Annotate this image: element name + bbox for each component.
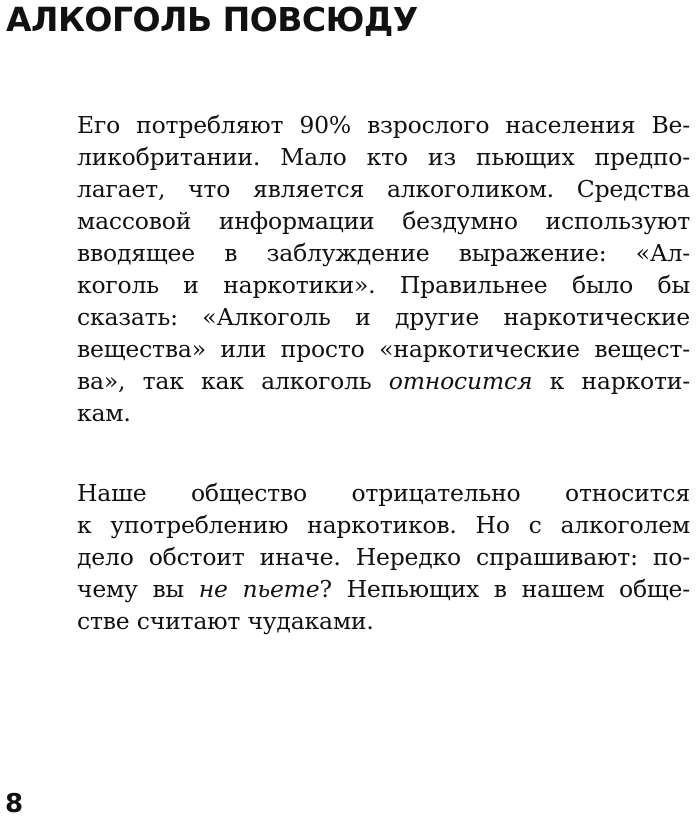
paragraph-1-line-5: вводящее в заблуждение выражение: «Ал- — [77, 239, 690, 267]
paragraph-1-line-3: лагает, что является алкоголиком. Средства — [77, 175, 690, 203]
paragraph-1-line-8: вещества» или просто «наркотические вещест- — [77, 335, 690, 363]
paragraph-1-line-6: коголь и наркотики». Правильнее было бы — [77, 271, 690, 299]
paragraph-2-line-2: к употреблению наркотиков. Но с алкоголем — [77, 511, 690, 539]
paragraph-2-line-4: чему вы не пьете? Непьющих в нашем обще- — [77, 575, 690, 603]
page-number: 8 — [5, 789, 24, 819]
paragraph-1-line-4: массовой информации бездумно используют — [77, 207, 690, 235]
paragraph-2-line-5: стве считают чудаками. — [77, 607, 374, 635]
page-title: АЛКОГОЛЬ ПОВСЮДУ — [6, 0, 418, 39]
paragraph-1-line-10: кам. — [77, 399, 131, 427]
paragraph-1-line-7: сказать: «Алкоголь и другие наркотические — [77, 303, 690, 331]
paragraph-1-line-1: Его потребляют 90% взрослого населения Ве- — [77, 111, 690, 139]
paragraph-1-line-2: ликобритании. Мало кто из пьющих предпо- — [77, 143, 690, 171]
paragraph-1-line-9: ва», так как алкоголь относится к наркоти- — [77, 367, 690, 395]
paragraph-2-line-3: дело обстоит иначе. Нередко спрашивают: по- — [77, 543, 690, 571]
paragraph-2-line-1: Наше общество отрицательно относится — [77, 479, 690, 507]
emphasis-text: не пьете — [198, 575, 320, 603]
emphasis-text: относится — [388, 367, 533, 395]
